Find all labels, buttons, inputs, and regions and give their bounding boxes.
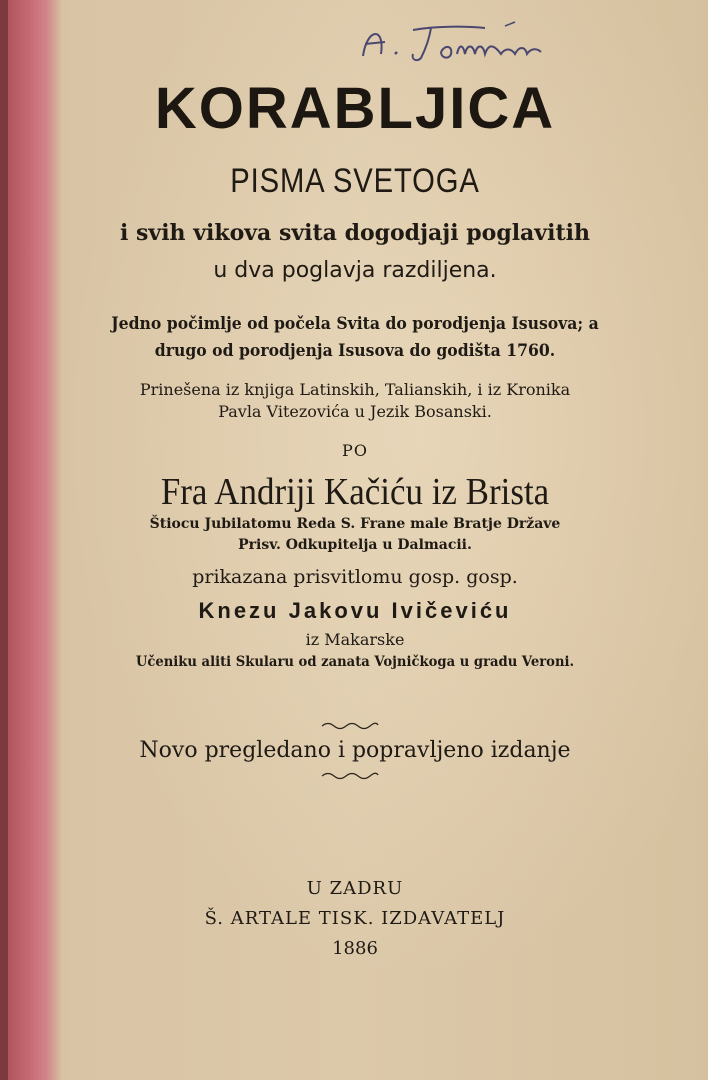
translation-note-line-2: Pavla Vitezovića u Jezik Bosanski. [218,402,492,421]
ornament-bottom [320,770,380,780]
translation-note-line-1: Prinešena iz knjiga Latinskih, Talianskih, i iz Kronika [139,380,571,399]
publication-year: 1886 [332,938,378,959]
dedication-name: Knezu Jakovu Ivičeviću [198,598,512,623]
publisher: Š. ARTALE TISK. IZDAVATELJ [204,908,506,929]
by-label: PO [342,441,368,460]
edition-note: Novo pregledano i popravljeno izdanje [139,738,571,763]
dedication-line-1: prikazana prisvitlomu gosp. gosp. [192,566,518,588]
subtitle-line-3: u dva poglavja razdiljena. [213,258,497,283]
book-title: KORABLJICA [154,76,556,141]
description-line-2: drugo od porodjenja Isusova do godišta 1760. [154,341,556,361]
page-binding-edge [0,0,8,1080]
subtitle-line-1: PISMA SVETOGA [230,162,480,200]
ornament-top [320,720,380,730]
author-role-line-2: Prisv. Odkupitelja u Dalmacii. [238,537,472,553]
dedication-line-3: iz Makarske [305,630,405,649]
author-role-line-1: Štiocu Jubilatomu Reda S. Frane male Bratje Države [149,516,561,532]
subtitle-line-2: i svih vikova svita dogodjaji poglavitih [120,220,590,246]
description-line-1: Jedno počimlje od počela Svita do porodjenja Isusova; a [111,314,599,334]
author-name: Fra Andriji Kačiću iz Brista [160,471,550,513]
dedication-line-4: Učeniku aliti Skularu od zanata Vojničkoga u gradu Veroni. [135,654,575,670]
publication-place: U ZADRU [306,878,404,899]
